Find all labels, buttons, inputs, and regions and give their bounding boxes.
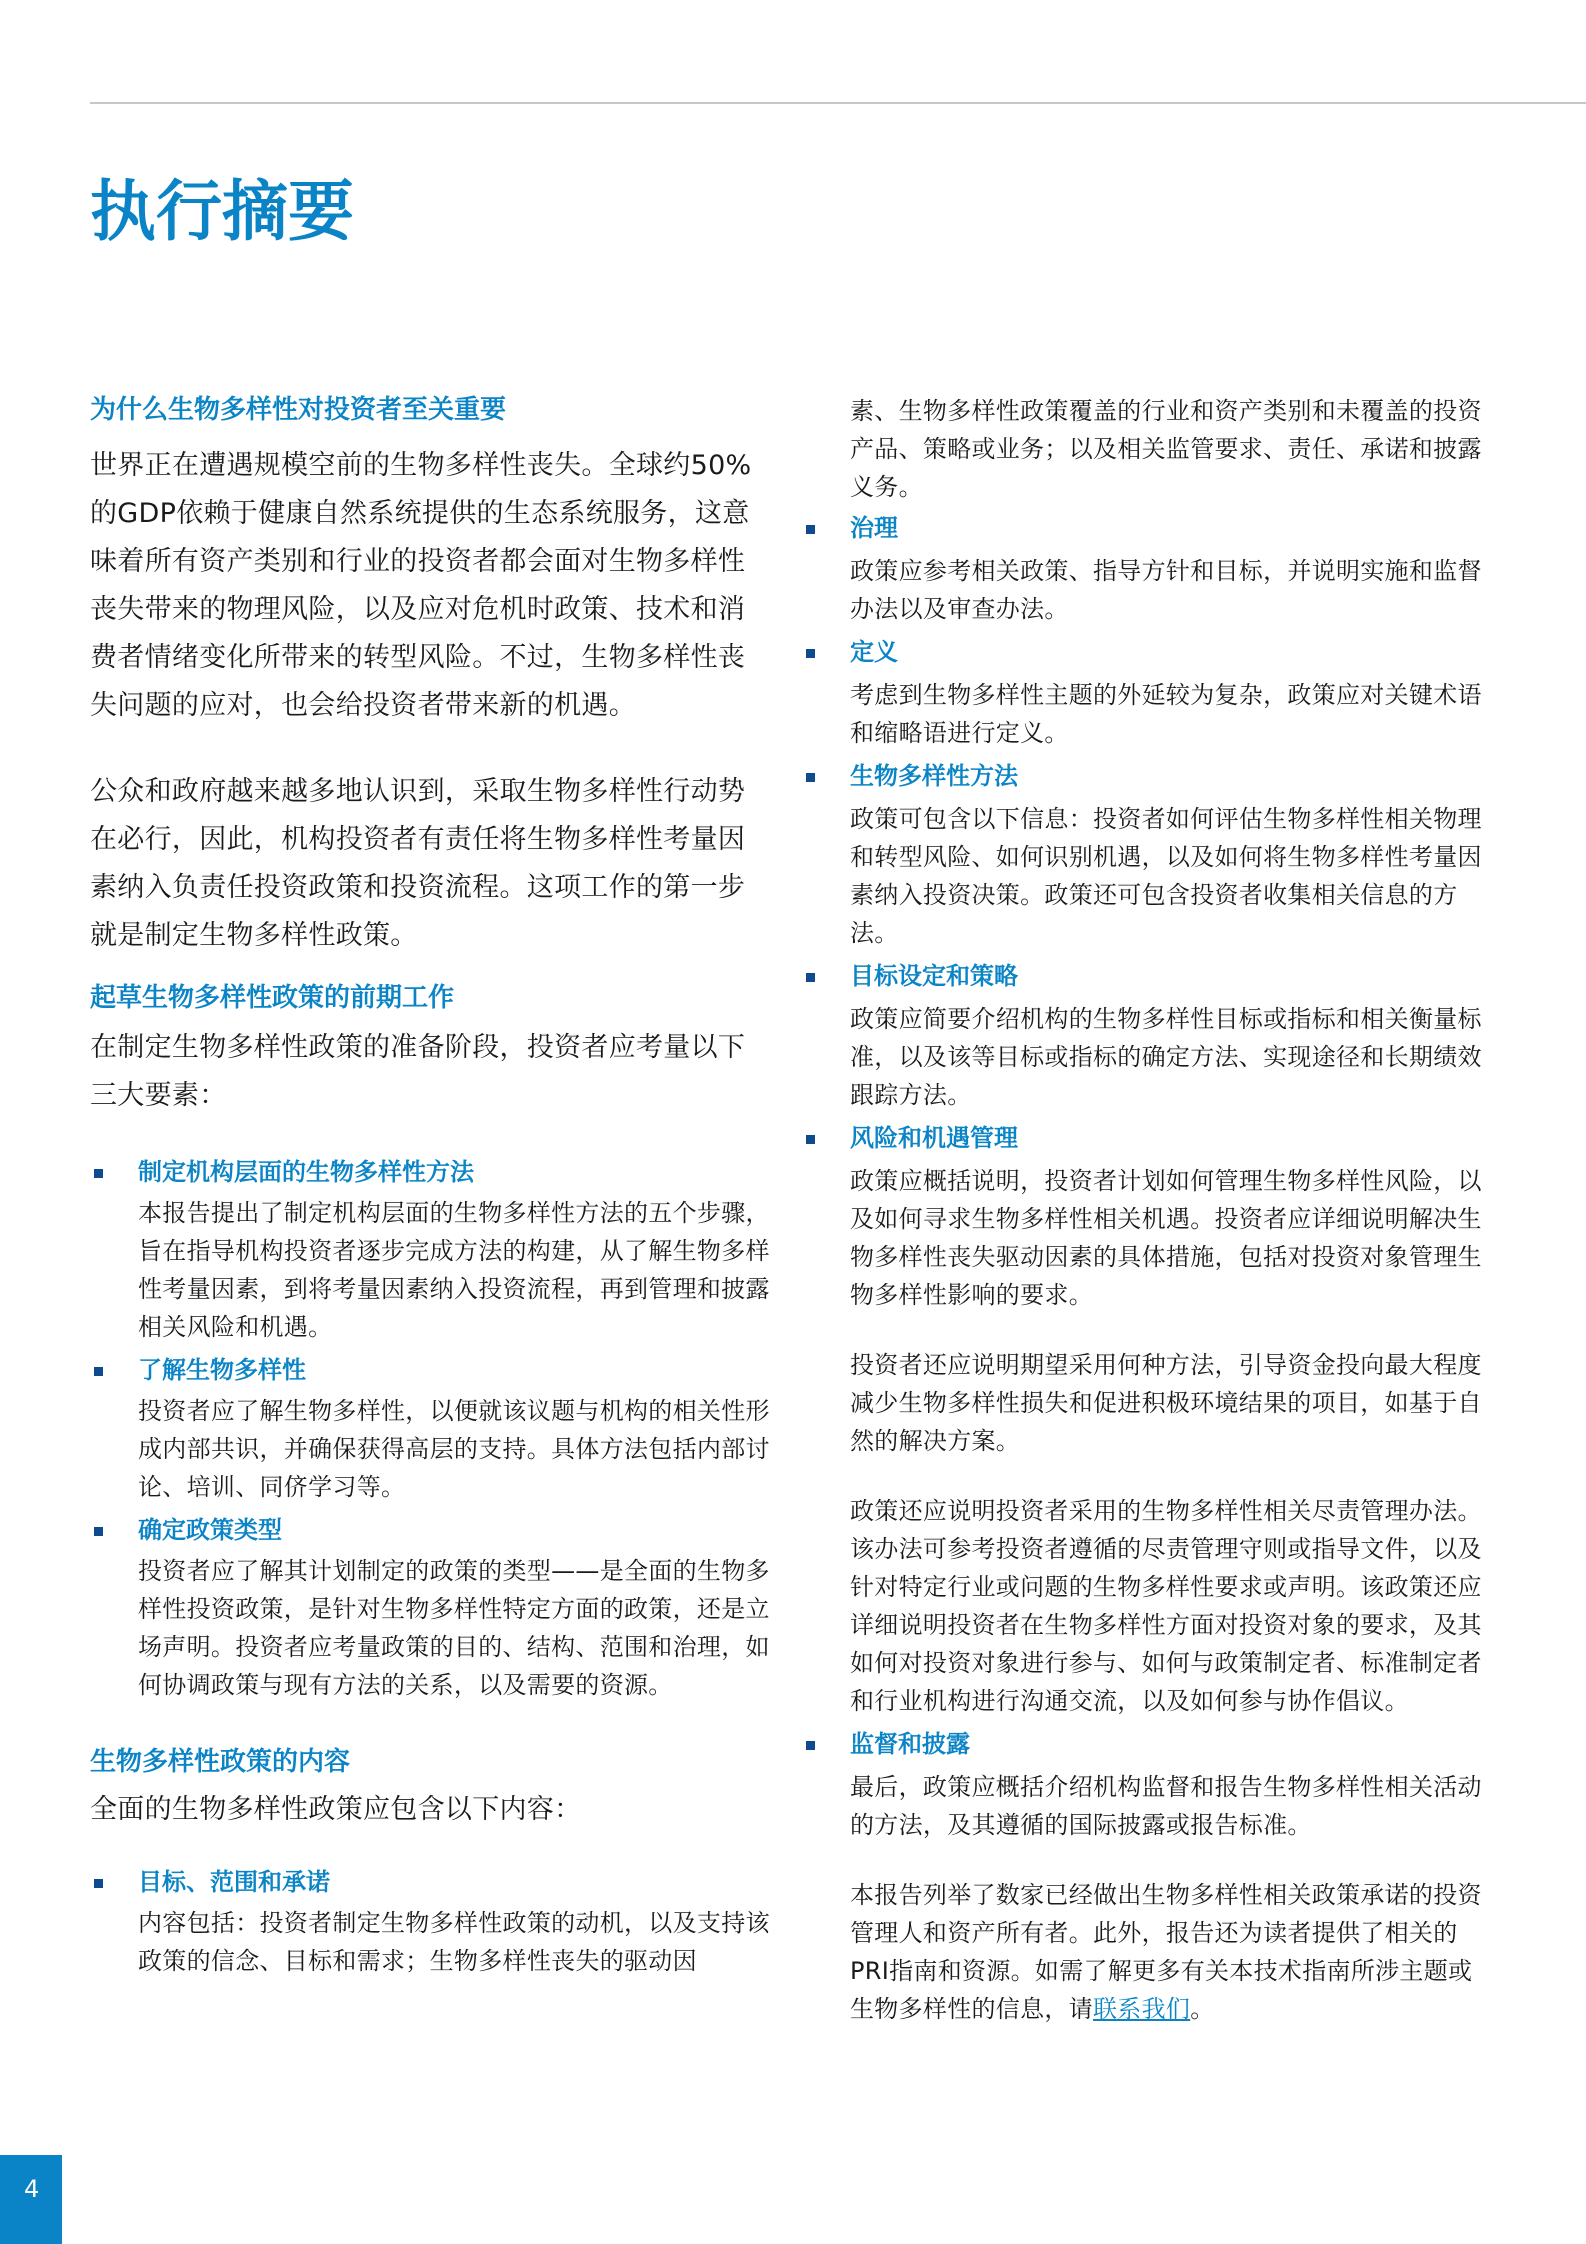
- section-heading-policy-content: 生物多样性政策的内容: [90, 1747, 351, 1777]
- preparation-list: [90, 1154, 770, 1704]
- square-bullet-icon: [806, 1135, 815, 1144]
- list-item: [90, 1154, 770, 1346]
- item-title: 监督和披露: [850, 1730, 970, 1758]
- paragraph-public-awareness: 公众和政府越来越多地认识到，采取生物多样性行动势在必行，因此，机构投资者有责任将生物多样性考量因素纳入负责任投资政策和投资流程。这项工作的第一步就是制定生物多样性政策。: [90, 776, 746, 951]
- square-bullet-icon: [94, 1367, 103, 1376]
- square-bullet-icon: [806, 1741, 815, 1750]
- left-column: [90, 392, 770, 1980]
- item-body: 政策可包含以下信息：投资者如何评估生物多样性相关物理和转型风险、如何识别机遇，以及如何将生物多样性考量因素纳入投资决策。政策还可包含投资者收集相关信息的方法。: [850, 805, 1482, 947]
- list-item: [90, 1352, 770, 1506]
- item-body: 政策应概括说明，投资者计划如何管理生物多样性风险，以及如何寻求生物多样性相关机遇。投资者应详细说明解决生物多样性丧失驱动因素的具体措施，包括对投资对象管理生物多样性影响的要求。: [850, 1167, 1482, 1309]
- item-body: 投资者应了解其计划制定的政策的类型——是全面的生物多样性投资政策，是针对生物多样性特定方面的政策，还是立场声明。投资者应考量政策的目的、结构、范围和治理，如何协调政策与现有方法的关系，以及需要的资源。: [138, 1557, 770, 1699]
- item-body: 内容包括：投资者制定生物多样性政策的动机，以及支持该政策的信念、目标和需求；生物多样性丧失的驱动因: [138, 1909, 770, 1975]
- square-bullet-icon: [94, 1527, 103, 1536]
- item-title: 目标设定和策略: [850, 962, 1018, 990]
- list-item: [810, 510, 1482, 628]
- list-item: [810, 758, 1482, 952]
- page-number: 4: [24, 2175, 40, 2203]
- item-body: 最后，政策应概括介绍机构监督和报告生物多样性相关活动的方法，及其遵循的国际披露或报告标准。: [850, 1773, 1482, 1839]
- item-body: 投资者应了解生物多样性，以便就该议题与机构的相关性形成内部共识，并确保获得高层的支持。具体方法包括内部讨论、培训、同侪学习等。: [138, 1397, 770, 1501]
- item-body: 本报告提出了制定机构层面的生物多样性方法的五个步骤，旨在指导机构投资者逐步完成方法的构建，从了解生物多样性考量因素，到将考量因素纳入投资流程，再到管理和披露相关风险和机遇。: [138, 1199, 770, 1341]
- section-heading-why-biodiversity: 为什么生物多样性对投资者至关重要: [90, 395, 507, 425]
- item-title: 生物多样性方法: [850, 762, 1018, 790]
- item-body: 政策应简要介绍机构的生物多样性目标或指标和相关衡量标准，以及该等目标或指标的确定方法、实现途径和长期绩效跟踪方法。: [850, 1005, 1482, 1109]
- continued-paragraph: 素、生物多样性政策覆盖的行业和资产类别和未覆盖的投资产品、策略或业务；以及相关监管要求、责任、承诺和披露义务。: [850, 397, 1482, 501]
- page-title: 执行摘要: [90, 173, 354, 250]
- item-body: 政策应参考相关政策、指导方针和目标，并说明实施和监督办法以及审查办法。: [850, 557, 1482, 623]
- closing-text: 本报告列举了数家已经做出生物多样性相关政策承诺的投资管理人和资产所有者。此外，报告还为读者提供了相关的PRI指南和资源。如需了解更多有关本技术指南所涉主题或生物多样性的信息，请: [850, 1881, 1482, 2023]
- paragraph-biodiversity-loss: 世界正在遭遇规模空前的生物多样性丧失。全球约50%的GDP依赖于健康自然系统提供的生态系统服务，这意味着所有资产类别和行业的投资者都会面对生物多样性丧失带来的物理风险，以及应对危机时政策、技术和消费者情绪变化所带来的转型风险。不过，生物多样性丧失问题的应对，也会给投资者带来新的机遇。: [90, 450, 752, 721]
- item-title: 制定机构层面的生物多样性方法: [138, 1158, 474, 1186]
- list-item: [810, 958, 1482, 1114]
- item-title: 目标、范围和承诺: [138, 1868, 330, 1896]
- square-bullet-icon: [94, 1169, 103, 1178]
- item-title: 定义: [850, 638, 898, 666]
- item-title: 风险和机遇管理: [850, 1124, 1018, 1152]
- list-item: [90, 1864, 770, 1980]
- item-body: 投资者还应说明期望采用何种方法，引导资金投向最大程度减少生物多样性损失和促进积极环境结果的项目，如基于自然的解决方案。: [850, 1351, 1482, 1455]
- square-bullet-icon: [806, 525, 815, 534]
- list-item: [90, 1512, 770, 1704]
- right-column: [850, 392, 1482, 2028]
- top-divider: [90, 102, 1586, 104]
- square-bullet-icon: [806, 973, 815, 982]
- item-body: 考虑到生物多样性主题的外延较为复杂，政策应对关键术语和缩略语进行定义。: [850, 681, 1482, 747]
- item-title: 了解生物多样性: [138, 1356, 306, 1384]
- paragraph-policy-content-intro: 全面的生物多样性政策应包含以下内容：: [90, 1794, 582, 1825]
- list-item: [810, 634, 1482, 752]
- closing-punctuation: 。: [1190, 1995, 1215, 2023]
- item-body: 政策还应说明投资者采用的生物多样性相关尽责管理办法。该办法可参考投资者遵循的尽责管理守则或指导文件，以及针对特定行业或问题的生物多样性要求或声明。该政策还应详细说明投资者在生物多样性方面对投资对象的要求，及其如何对投资对象进行参与、如何与政策制定者、标准制定者和行业机构进行沟通交流，以及如何参与协作倡议。: [850, 1497, 1482, 1715]
- closing-paragraph: [850, 1876, 1482, 2028]
- list-item: [810, 1726, 1482, 1844]
- item-title: 治理: [850, 514, 898, 542]
- square-bullet-icon: [806, 649, 815, 658]
- item-title: 确定政策类型: [138, 1516, 282, 1544]
- contact-us-link[interactable]: 联系我们: [1093, 1995, 1191, 2023]
- paragraph-preparation: 在制定生物多样性政策的准备阶段，投资者应考量以下三大要素：: [90, 1032, 746, 1111]
- list-item: [810, 1120, 1482, 1720]
- section-heading-preliminary-work: 起草生物多样性政策的前期工作: [90, 983, 455, 1013]
- square-bullet-icon: [806, 773, 815, 782]
- square-bullet-icon: [94, 1879, 103, 1888]
